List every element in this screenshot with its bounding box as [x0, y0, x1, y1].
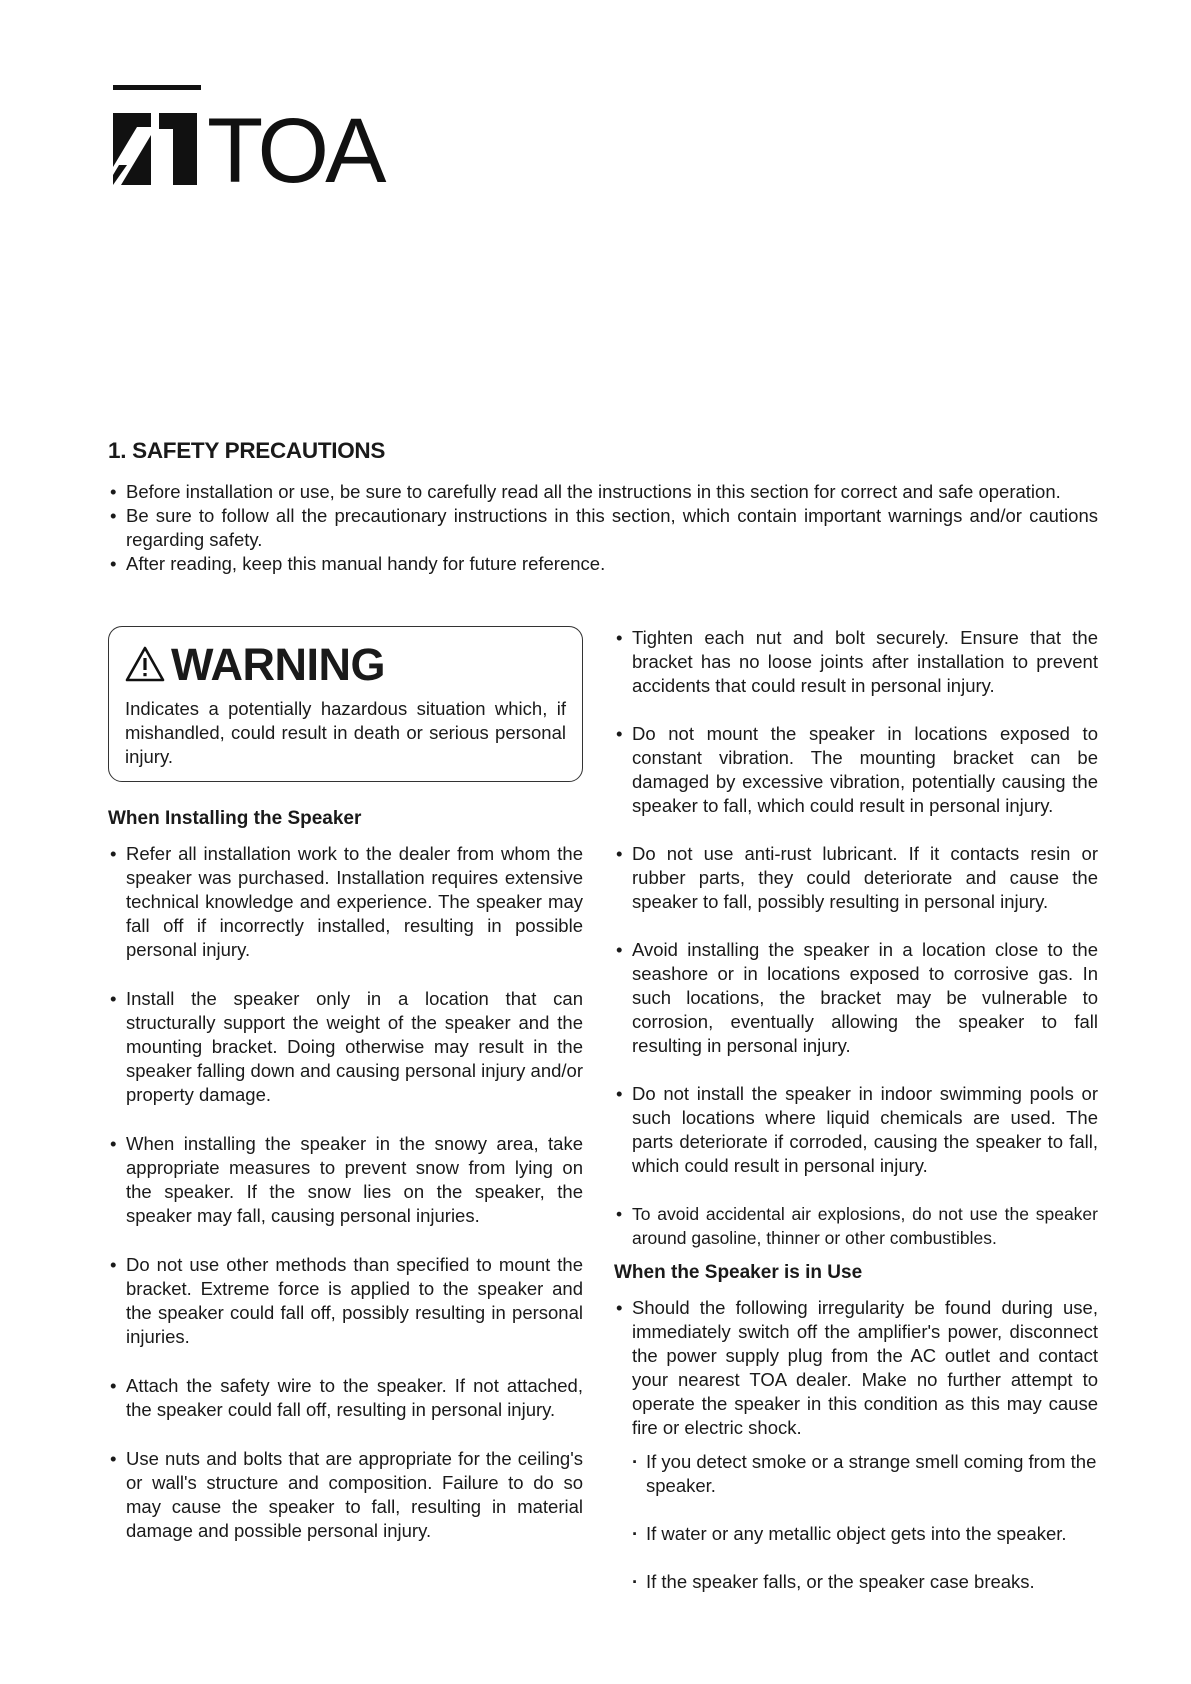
list-item: • Do not use anti-rust lubricant. If it contacts resin or rubber parts, they could deteriorate and cause the speaker to fall, possibly resulting in personal injury. — [614, 842, 1098, 914]
irregularity-list — [632, 1450, 1098, 1594]
in-use-list — [614, 1296, 1098, 1594]
list-item: • Do not mount the speaker in locations exposed to constant vibration. The mounting bracket can be damaged by excessive vibration, potentially causing the speaker to fall, which could result in personal injury. — [614, 722, 1098, 818]
installing-heading: When Installing the Speaker — [108, 808, 362, 829]
list-item: • Attach the safety wire to the speaker. If not attached, the speaker could fall off, resulting in personal injury. — [108, 1374, 583, 1422]
list-item: • Refer all installation work to the dealer from whom the speaker was purchased. Installation requires extensive technical knowledge and experience. The speaker may fall off if incorrectly installed, resulting in possible personal injury. — [108, 842, 583, 962]
list-item: • Do not use other methods than specified to mount the bracket. Extreme force is applied to the speaker and the speaker could fall off, possibly resulting in personal injuries. — [108, 1253, 583, 1349]
warning-description: Indicates a potentially hazardous situation which, if mishandled, could result in death or serious personal injury. — [125, 698, 566, 767]
irregularity-item: · If water or any metallic object gets into the speaker. — [632, 1522, 1098, 1546]
list-item: • Use nuts and bolts that are appropriate for the ceiling's or wall's structure and composition. Failure to do so may cause the speaker to fall, resulting in material damage and possible personal injury. — [108, 1447, 583, 1543]
list-item: • Install the speaker only in a location that can structurally support the weight of the speaker and the mounting bracket. Doing otherwise may result in the speaker falling down and causing personal injury and/or property damage. — [108, 987, 583, 1107]
irregularity-item: · If you detect smoke or a strange smell coming from the speaker. — [632, 1450, 1098, 1498]
intro-item: • After reading, keep this manual handy for future reference. — [108, 552, 1098, 576]
logo-wordmark: TOA — [207, 100, 383, 185]
toa-logo — [113, 85, 443, 185]
warning-header — [125, 635, 566, 693]
list-item: • To avoid accidental air explosions, do not use the speaker around gasoline, thinner or other combustibles. — [614, 1202, 1098, 1250]
warning-title: WARNING — [171, 638, 385, 690]
intro-list — [108, 480, 1098, 576]
intro-item: • Be sure to follow all the precautionary instructions in this section, which contain important warnings and/or cautions regarding safety. — [108, 504, 1098, 552]
installing-list — [108, 842, 583, 1543]
toa-logo-mark — [113, 85, 443, 185]
warning-triangle-icon — [125, 646, 165, 682]
list-item: • Do not install the speaker in indoor swimming pools or such locations where liquid chemicals are used. The parts deteriorate if corroded, causing the speaker to fall, which could result in personal injury. — [614, 1082, 1098, 1178]
left-column — [108, 626, 583, 1568]
irregularity-item: · If the speaker falls, or the speaker case breaks. — [632, 1570, 1098, 1594]
right-column — [614, 626, 1098, 1618]
section-title: 1. SAFETY PRECAUTIONS — [108, 438, 386, 463]
intro-item: • Before installation or use, be sure to carefully read all the instructions in this section for correct and safe operation. — [108, 480, 1098, 504]
safety-section — [108, 438, 1098, 576]
installing-list-continued — [614, 626, 1098, 1250]
list-item — [614, 1296, 1098, 1594]
in-use-heading: When the Speaker is in Use — [614, 1262, 863, 1283]
list-item: • When installing the speaker in the snowy area, take appropriate measures to prevent snow from lying on the speaker. If the snow lies on the speaker, the speaker may fall, causing personal injuries. — [108, 1132, 583, 1228]
in-use-item-text: Should the following irregularity be found during use, immediately switch off the amplifier's power, disconnect the power supply plug from the AC outlet and contact your nearest TOA dealer. Make no further attempt to operate the speaker in this condition as this may cause fire or electric shock. — [632, 1297, 1098, 1438]
list-item: • Avoid installing the speaker in a location close to the seashore or in locations exposed to corrosive gas. In such locations, the bracket may be vulnerable to corrosion, eventually allowing the speaker to fall resulting in personal injury. — [614, 938, 1098, 1058]
list-item: • Tighten each nut and bolt securely. Ensure that the bracket has no loose joints after installation to prevent accidents that could result in personal injury. — [614, 626, 1098, 698]
warning-box — [108, 626, 583, 782]
